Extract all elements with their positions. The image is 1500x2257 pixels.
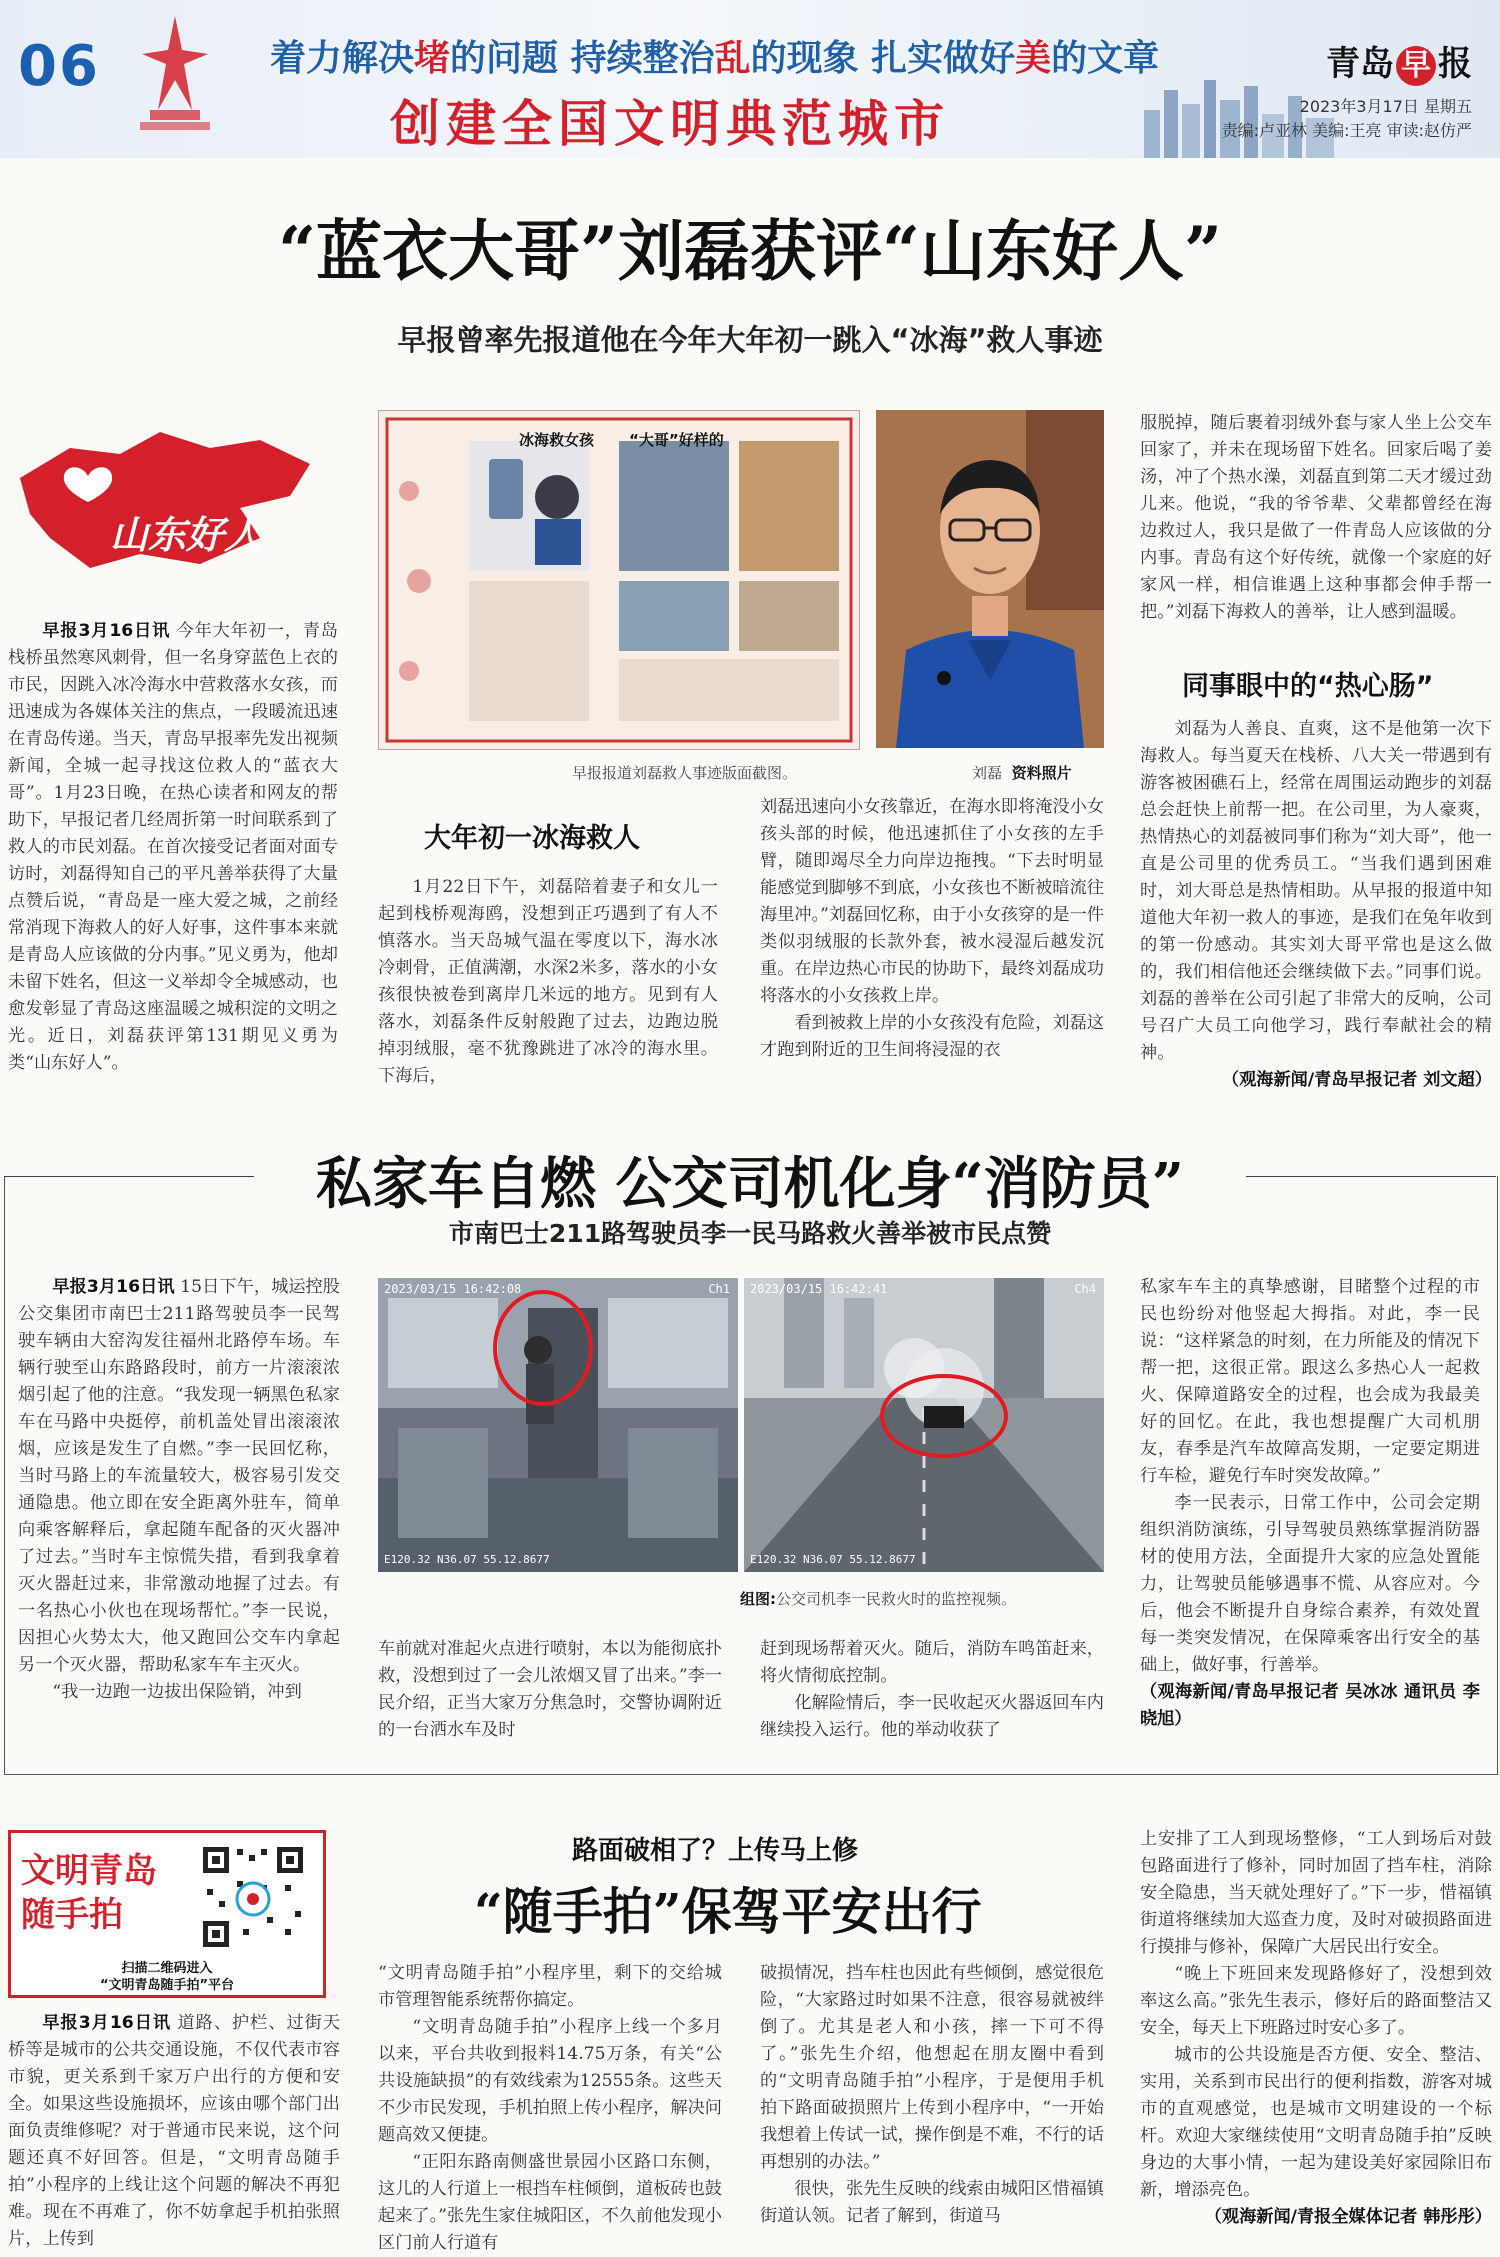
cam-gps: E120.32 N36.07 55.12.8677 xyxy=(384,1553,550,1566)
bus-interior-illustration xyxy=(378,1278,738,1572)
newspaper-clipping-image xyxy=(378,410,860,750)
cam-timestamp: 2023/03/15 16:42:41 xyxy=(750,1282,888,1296)
header-banner: 创建全国文明典范城市 xyxy=(390,95,950,153)
road-fire-illustration xyxy=(744,1278,1104,1572)
body-text: 今年大年初一，青岛栈桥虽然寒风刺骨，但一名身穿蓝色上衣的市民，因跳入冰冷海水中营救落水女孩，而迅速成为各媒体关注的焦点，一段暖流迅速在青岛传递。当天，青岛早报率先发出视频新闻，全城一起寻找这位救人的“蓝衣大哥”。1月23日晚，在热心读者和网友的帮助下，早报记者几经周折第一时间联系到了救人的市民刘磊。在首次接受记者面对面专访时，刘磊得知自己的平凡善举获得了大量点赞后说，“青岛是一座大爱之城，之前经常消现下海救人的好人好事，这件事本来就是青岛人应该做的分内事。”见义勇为，他却未留下姓名，但这一义举却令全城感动，也愈发彰显了青岛这座温暖之城积淀的文明之光。近日，刘磊获评第131期见义勇为类“山东好人”。 xyxy=(8,621,338,1073)
story3-column-1: 早报3月16日讯 道路、护栏、过街天桥等是城市的公共交通设施，不仅代表市容市貌，更关系到千家万户出行的方便和安全。如果这些设施损坏，应该由哪个部门出面负责维修呢？对于普通市民来说，这个问题还真不好回答。但是，“文明青岛随手拍”小程序的上线让这个问题的解决不再犯难。现在不再难了，你不妨拿起手机拍张照片，上传到 xyxy=(8,2013,340,2249)
dateline-lead: 早报3月16日讯 xyxy=(42,621,171,641)
story1-column-2: 1月22日下午，刘磊陪着妻子和女儿一起到栈桥观海鸥，没想到正巧遇到了有人不慎落水。当天岛城气温在零度以下，海水冰冷刺骨，正值满潮，水深2米多，落水的小女孩很快被卷到离岸几米远的地方。见到有人落水，刘磊条件反射般跑了过去，边跑边脱掉羽绒服，毫不犹豫跳进了冰冷的海水里。下海后， xyxy=(378,877,718,1086)
photo-caption: 刘磊 资料照片 xyxy=(972,764,1072,782)
story1-column-3: 刘磊迅速向小女孩靠近，在海水即将淹没小女孩头部的时候，他迅速抓住了小女孩的左手臂，随即竭尽全力向岸边拖拽。“下去时明显能感觉到脚够不到底，小女孩也不断被暗流往海里冲。”刘磊回忆称，由于小女孩穿的是一件类似羽绒服的长款外套，被水浸湿后越发沉重。在岸边热心市民的协助下，最终刘磊成功将落水的小女孩救上岸。 看到被救上岸的小女孩没有危险，刘磊这才跑到附近的卫生间将浸湿的衣 xyxy=(760,797,1104,1060)
story2-headline: 私家车自燃 公交司机化身“消防员” xyxy=(316,1151,1184,1217)
cam-channel: Ch4 xyxy=(1074,1282,1096,1296)
qr-code-icon[interactable] xyxy=(197,1841,309,1953)
story2-column-2: 车前就对准起火点进行喷射，本以为能彻底扑救，没想到过了一会儿浓烟又冒了出来。”李一民介绍，正当大家万分焦急时，交警协调附近的一台洒水车及时 xyxy=(378,1639,722,1740)
story2-subheadline: 市南巴士211路驾驶员李一民马路救火善举被市民点赞 xyxy=(448,1219,1052,1248)
story3-kicker: 路面破相了？上传马上修 xyxy=(572,1836,859,1866)
tower-icon xyxy=(110,10,240,150)
clipping-title-b: “大哥”好样的 xyxy=(629,431,724,449)
clipping-illustration xyxy=(379,411,859,749)
story3-headline: “随手拍”保驾平安出行 xyxy=(474,1882,982,1941)
story1-subheadline: 早报曾率先报道他在今年大年初一跳入“冰海”救人事迹 xyxy=(397,323,1103,357)
story2-caption: 组图:公交司机李一民救火时的监控视频。 xyxy=(740,1590,1017,1608)
portrait-illustration xyxy=(876,410,1104,748)
story1-byline: （观海新闻/青岛早报记者 刘文超） xyxy=(1221,1070,1492,1090)
clipping-title-a: 冰海救女孩 xyxy=(519,431,595,449)
qr-hint-1: 扫描二维码进入 xyxy=(121,1961,213,1976)
logo-text: 山东好人 xyxy=(110,513,263,557)
story3-column-3: 破损情况，挡车柱也因此有些倾倒，感觉很危险，“大家路过时如果不注意，很容易就被绊倒了。尤其是老人和小孩，摔一下可不得了。”张先生介绍，他想起在朋友圈中看到的“文明青岛随手拍”小程序，于是便用手机拍下路面破损照片上传到小程序中，“一开始我想着上传试一试，操作倒是不难，不行的话再想别的办法。” 很快，张先生反映的线索由城阳区惜福镇街道认领。记者了解到，街道马 xyxy=(760,1963,1104,2226)
qr-promo-box xyxy=(8,1830,326,1998)
story2-column-3: 赶到现场帮着灭火。随后，消防车鸣笛赶来，将火情彻底控制。 化解险情后，李一民收起灭火器返回车内继续投入运行。他的举动收获了 xyxy=(760,1639,1104,1740)
qr-title-1: 文明青岛 xyxy=(21,1851,157,1891)
story1-subhead-b: 同事眼中的“热心肠” xyxy=(1182,671,1434,702)
newspaper-name: 青岛 早 报 xyxy=(1326,44,1472,84)
dateline-lead: 早报3月16日讯 xyxy=(52,1277,175,1297)
story1-column-1 xyxy=(8,618,338,1077)
cam-timestamp: 2023/03/15 16:42:08 xyxy=(384,1282,522,1296)
surveillance-image-bus xyxy=(378,1278,738,1572)
dateline-lead: 早报3月16日讯 xyxy=(42,2013,172,2033)
story2-byline: （观海新闻/青岛早报记者 吴冰冰 通讯员 李晓旭） xyxy=(1140,1682,1480,1729)
surveillance-image-road xyxy=(744,1278,1104,1572)
story1-column-4: 服脱掉，随后裹着羽绒外套与家人坐上公交车回家了，并未在现场留下姓名。回家后喝了姜汤，冲了个热水澡，刘磊直到第二天才缓过劲儿来。他说，“我的爷爷辈、父辈都曾经在海边救过人，我只是做了一件青岛人应该做的分内事。青岛有这个好传统，就像一个家庭的好家风一样，相信谁遇上这种事都会伸手帮一把。”刘磊下海救人的善举，让人感到温暖。 xyxy=(1140,413,1492,622)
story1-subhead-a: 大年初一冰海救人 xyxy=(424,823,640,854)
qr-title-2: 随手拍 xyxy=(21,1895,123,1935)
issue-date: 2023年3月17日 星期五 xyxy=(1299,97,1472,116)
portrait-photo xyxy=(876,410,1104,748)
shandong-good-people-logo xyxy=(10,418,320,578)
story3-byline: （观海新闻/青报全媒体记者 韩彤彤） xyxy=(1204,2207,1492,2227)
cam-channel: Ch1 xyxy=(708,1282,730,1296)
story2-column-4: 私家车车主的真挚感谢，目睹整个过程的市民也纷纷对他竖起大拇指。对此，李一民说：“这样紧急的时刻，在力所能及的情况下帮一把，这很正常。跟这么多热心人一起救火、保障道路安全的过程，也会成为我最美好的回忆。在此，我也想提醒广大司机朋友，春季是汽车故障高发期，一定要定期进行车检，避免行车时突发故障。” 李一民表示，日常工作中，公司会定期组织消防演练，引导驾驶员熟练掌握消防器材的使用方法，全面提升大家的应急处置能力，让驾驶员能够遇事不慌、从容应对。今后，他会不断提升自身综合素养，有效处置每一类突发情况，在保障乘客出行安全的基础上，做好事，行善举。 （观海新闻/青岛早报记者 吴冰冰 通讯员 李晓旭） xyxy=(1140,1274,1480,1733)
story3-column-2: “文明青岛随手拍”小程序里，剩下的交给城市管理智能系统帮你搞定。 “文明青岛随手拍”小程序上线一个多月以来，平台共收到报料14.75万条，有关“公共设施缺损”的有效线索为12555条。这些天不少市民发现，手机拍照上传小程序，解决问题高效又便捷。 “正阳东路南侧盛世景园小区路口东侧，这儿的人行道上一根挡车柱倾倒，道板砖也鼓起来了。”张先生家住城阳区，不久前他发现小区门前人行道有 xyxy=(378,1963,722,2253)
story3-column-4: 上安排了工人到现场整修，“工人到场后对鼓包路面进行了修补，同时加固了挡车柱，消除安全隐患，当天就处理好了。”下一步，惜福镇街道将继续加大巡查力度，及时对破损路面进行摸排与修补，保障广大居民出行安全。 “晚上下班回来发现路修好了，没想到效率这么高。”张先生表示，修好后的路面整洁又安全，每天上下班路过时安心多了。 城市的公共设施是否方便、安全、整洁、实用，关系到市民出行的便利指数，游客对城市的直观感觉，也是城市文明建设的一个标杆。欢迎大家继续使用“文明青岛随手拍”反映身边的大事小情，一起为建设美好家园除旧布新，增添亮色。 （观海新闻/青报全媒体记者 韩彤彤） xyxy=(1140,1826,1492,2231)
qr-hint-2: “文明青岛随手拍”平台 xyxy=(99,1978,235,1993)
clipping-caption: 早报报道刘磊救人事迹版面截图。 xyxy=(572,764,798,782)
story1-column-4b: 刘磊为人善良、直爽，这不是他第一次下海救人。每当夏天在栈桥、八大关一带遇到有游客被困礁石上，经常在周围运动跑步的刘磊总会赶快上前帮一把。在公司里，为人豪爽，热情热心的刘磊被同事们称为“刘大哥”，他一直是公司里的优秀员工。“当我们遇到困难时，刘大哥总是热情相助。从早报的报道中知道他大年初一救人的事迹，是我们在兔年收到的第一份感动。其实刘大哥平常也是这么做的，我们相信他还会继续做下去。”同事们说。刘磊的善举在公司引起了非常大的反响，公司号召广大员工向他学习，践行奉献社会的精神。 （观海新闻/青岛早报记者 刘文超） xyxy=(1140,716,1492,1094)
editor-credits: 责编:卢亚林 美编:王亮 审读:赵仿严 xyxy=(1221,121,1472,140)
page-number: 06 xyxy=(18,34,100,99)
story1-headline: “蓝衣大哥”刘磊获评“山东好人” xyxy=(278,212,1222,290)
cam-gps: E120.32 N36.07 55.12.8677 xyxy=(750,1553,916,1566)
header-slogan: 着力解决堵的问题 持续整治乱的现象 扎实做好美的文章 xyxy=(270,38,1160,79)
story2-column-1: 早报3月16日讯 15日下午，城运控股公交集团市南巴士211路驾驶员李一民驾驶车辆由大窑沟发往福州北路停车场。车辆行驶至山东路路段时，前方一片滚滚浓烟引起了他的注意。“我发现一辆黑色私家车在马路中央挺停，前机盖处冒出滚滚浓烟，应该是发生了自燃。”李一民回忆称，当时马路上的车流量较大，极容易引发交通隐患。他立即在安全距离外驻车，简单向乘客解释后，拿起随车配备的灭火器冲了过去。”当时车主惊慌失措，看到我拿着灭火器赶过来，非常激动地握了过去。有一名热心小伙也在现场帮忙。”李一民说，因担心火势太大，他又跑回公交车内拿起另一个灭火器，帮助私家车车主灭火。 “我一边跑一边拔出保险销，冲到 xyxy=(18,1277,340,1702)
